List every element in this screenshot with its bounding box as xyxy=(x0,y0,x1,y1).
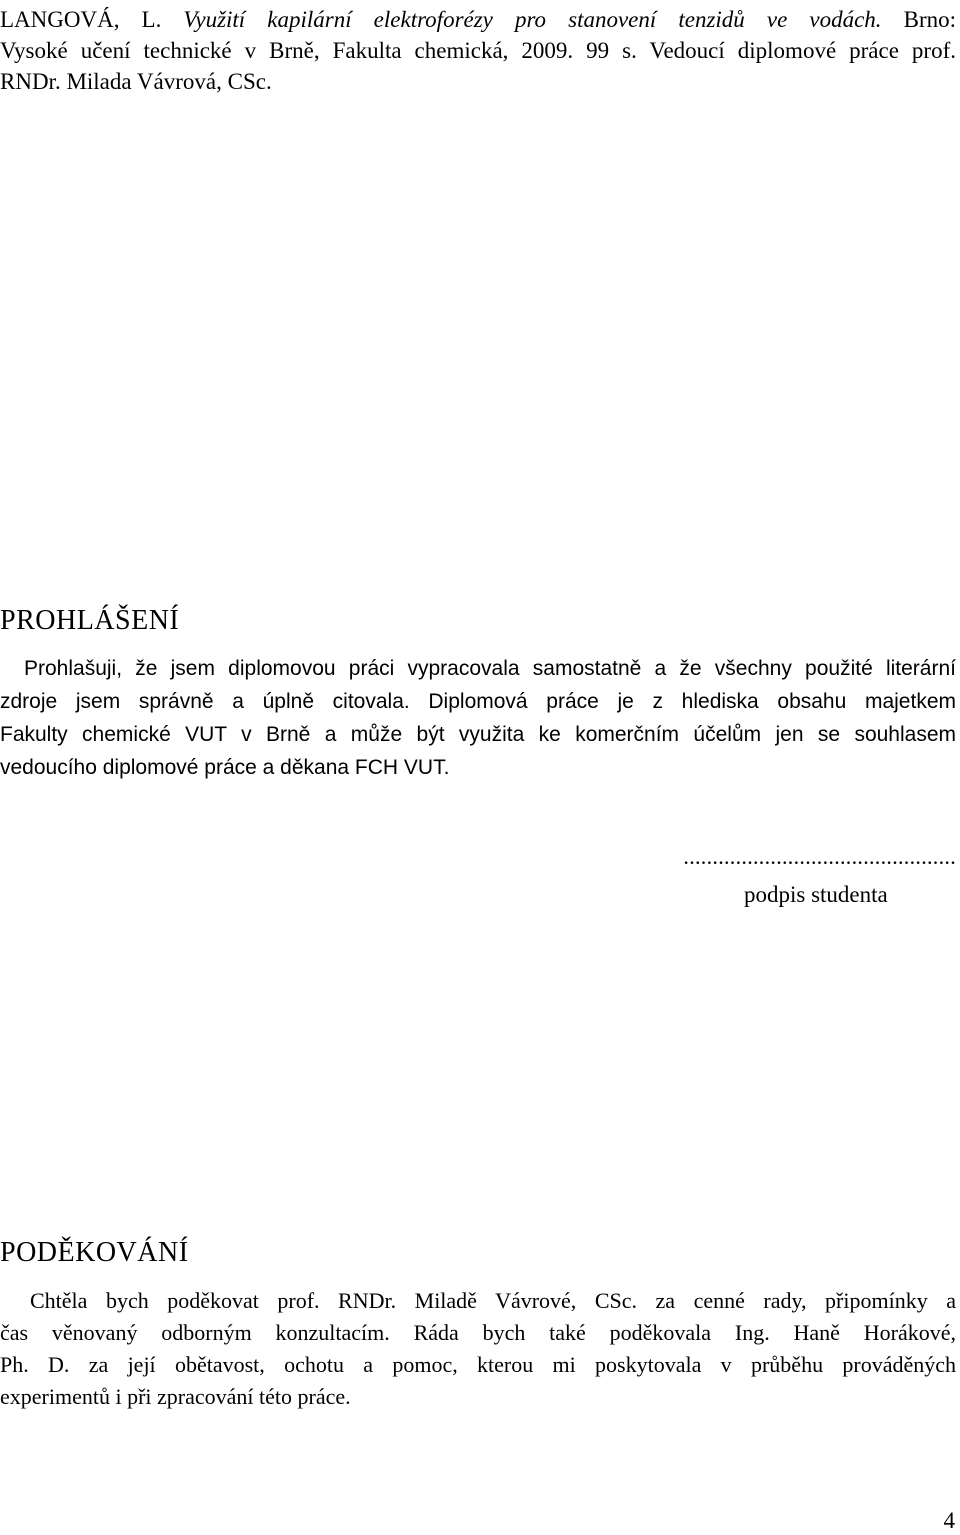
bibliographic-citation xyxy=(0,4,956,97)
citation-line-1 xyxy=(0,4,956,35)
declaration-paragraph xyxy=(0,652,956,784)
declaration-line: Fakulty chemické VUT v Brně a může být využita ke komerčním účelům jen se souhlasem xyxy=(0,723,956,746)
citation-title: Využití kapilární elektroforézy pro stanovení tenzidů ve vodách. xyxy=(183,7,882,32)
citation-author: LANGOVÁ, L. xyxy=(0,7,184,32)
declaration-heading: PROHLÁŠENÍ xyxy=(0,605,180,636)
declaration-line: zdroje jsem správně a úplně citovala. Diplomová práce je z hlediska obsahu majetkem xyxy=(0,690,956,713)
citation-line-2: Vysoké učení technické v Brně, Fakulta chemická, 2009. 99 s. Vedoucí diplomové práce prof. xyxy=(0,38,956,63)
signature-label: podpis studenta xyxy=(744,882,888,907)
citation-line-3: RNDr. Milada Vávrová, CSc. xyxy=(0,69,272,94)
acknowledgement-line: experimentů i při zpracování této práce. xyxy=(0,1384,351,1409)
page-number: 4 xyxy=(943,1508,955,1533)
acknowledgement-line: Ph. D. za její obětavost, ochotu a pomoc, kterou mi poskytovala v průběhu prováděných xyxy=(0,1352,956,1377)
acknowledgement-heading: PODĚKOVÁNÍ xyxy=(0,1237,189,1268)
acknowledgement-line: čas věnovaný odborným konzultacím. Ráda bych také poděkovala Ing. Haně Horákové, xyxy=(0,1320,956,1345)
acknowledgement-paragraph xyxy=(0,1285,956,1413)
declaration-line: vedoucího diplomové práce a děkana FCH VUT. xyxy=(0,756,450,779)
declaration-line: Prohlašuji, že jsem diplomovou práci vypracovala samostatně a že všechny použité literární xyxy=(24,657,956,680)
citation-place: Brno: xyxy=(881,7,957,32)
acknowledgement-line: Chtěla bych poděkovat prof. RNDr. Miladě Vávrové, CSc. za cenné rady, připomínky a xyxy=(30,1288,956,1313)
signature-line: ............................................... xyxy=(683,844,956,869)
